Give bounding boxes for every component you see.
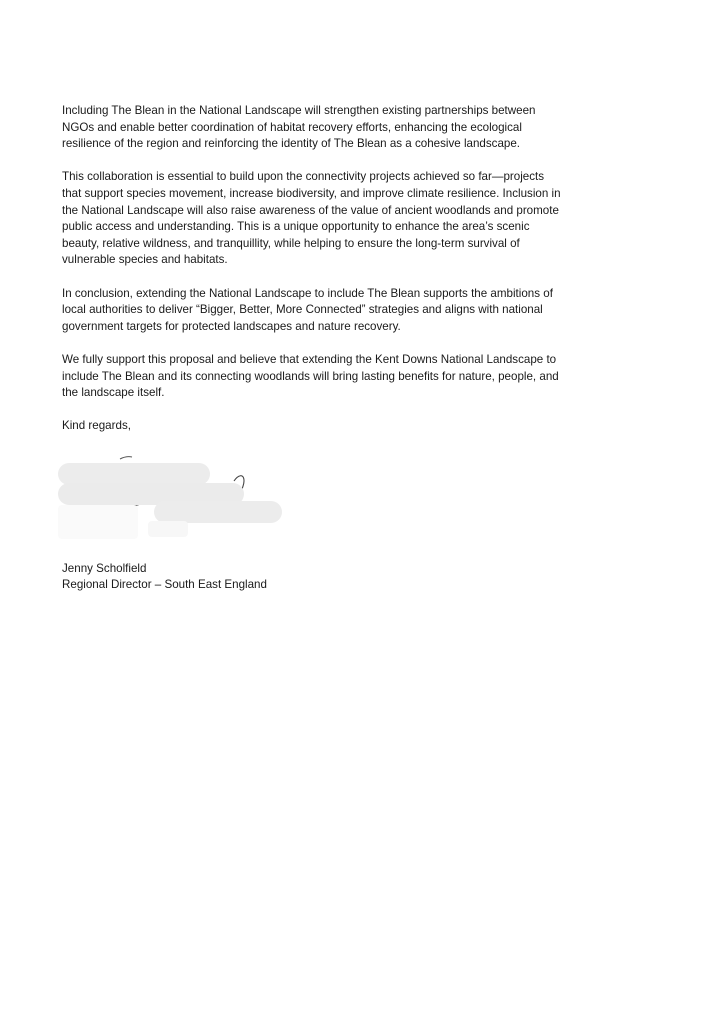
paragraph-conclusion: In conclusion, extending the National Landscape to include The Blean supports the ambitions of local authorities to deliver “Bigger, Better, More Connected” strategies and aligns with national government targets for protected landscapes and nature recovery. [62, 286, 553, 333]
signatory-name: Jenny Scholfield [62, 561, 147, 575]
paragraph-collaboration: This collaboration is essential to build upon the connectivity projects achieved so far—projects that support species movement, increase biodiversity, and improve climate resilience. Inclusion in the National Landscape will also raise awareness of the value of ancient woodlands and promote public access and understanding. This is a unique opportunity to enhance the area’s scenic beauty, relative wildness, and tranquillity, while helping to ensure the long-term survival of vulnerable species and habitats. [62, 170, 561, 267]
sign-off: Kind regards, [62, 419, 131, 433]
redacted-signature [62, 451, 302, 541]
signature-redaction-image [58, 451, 298, 541]
paragraph-support: We fully support this proposal and believe that extending the Kent Downs National Landscape to include The Blean and its connecting woodlands will bring lasting benefits for nature, people, and the landscape itself. [62, 352, 559, 400]
letter-body [62, 103, 562, 594]
signatory-title: Regional Director – South East England [62, 578, 267, 592]
paragraph-partnerships: Including The Blean in the National Landscape will strengthen existing partnerships between NGOs and enable better coordination of habitat recovery efforts, enhancing the ecological resilience of the region and reinforcing the identity of The Blean as a cohesive landscape. [62, 104, 536, 151]
